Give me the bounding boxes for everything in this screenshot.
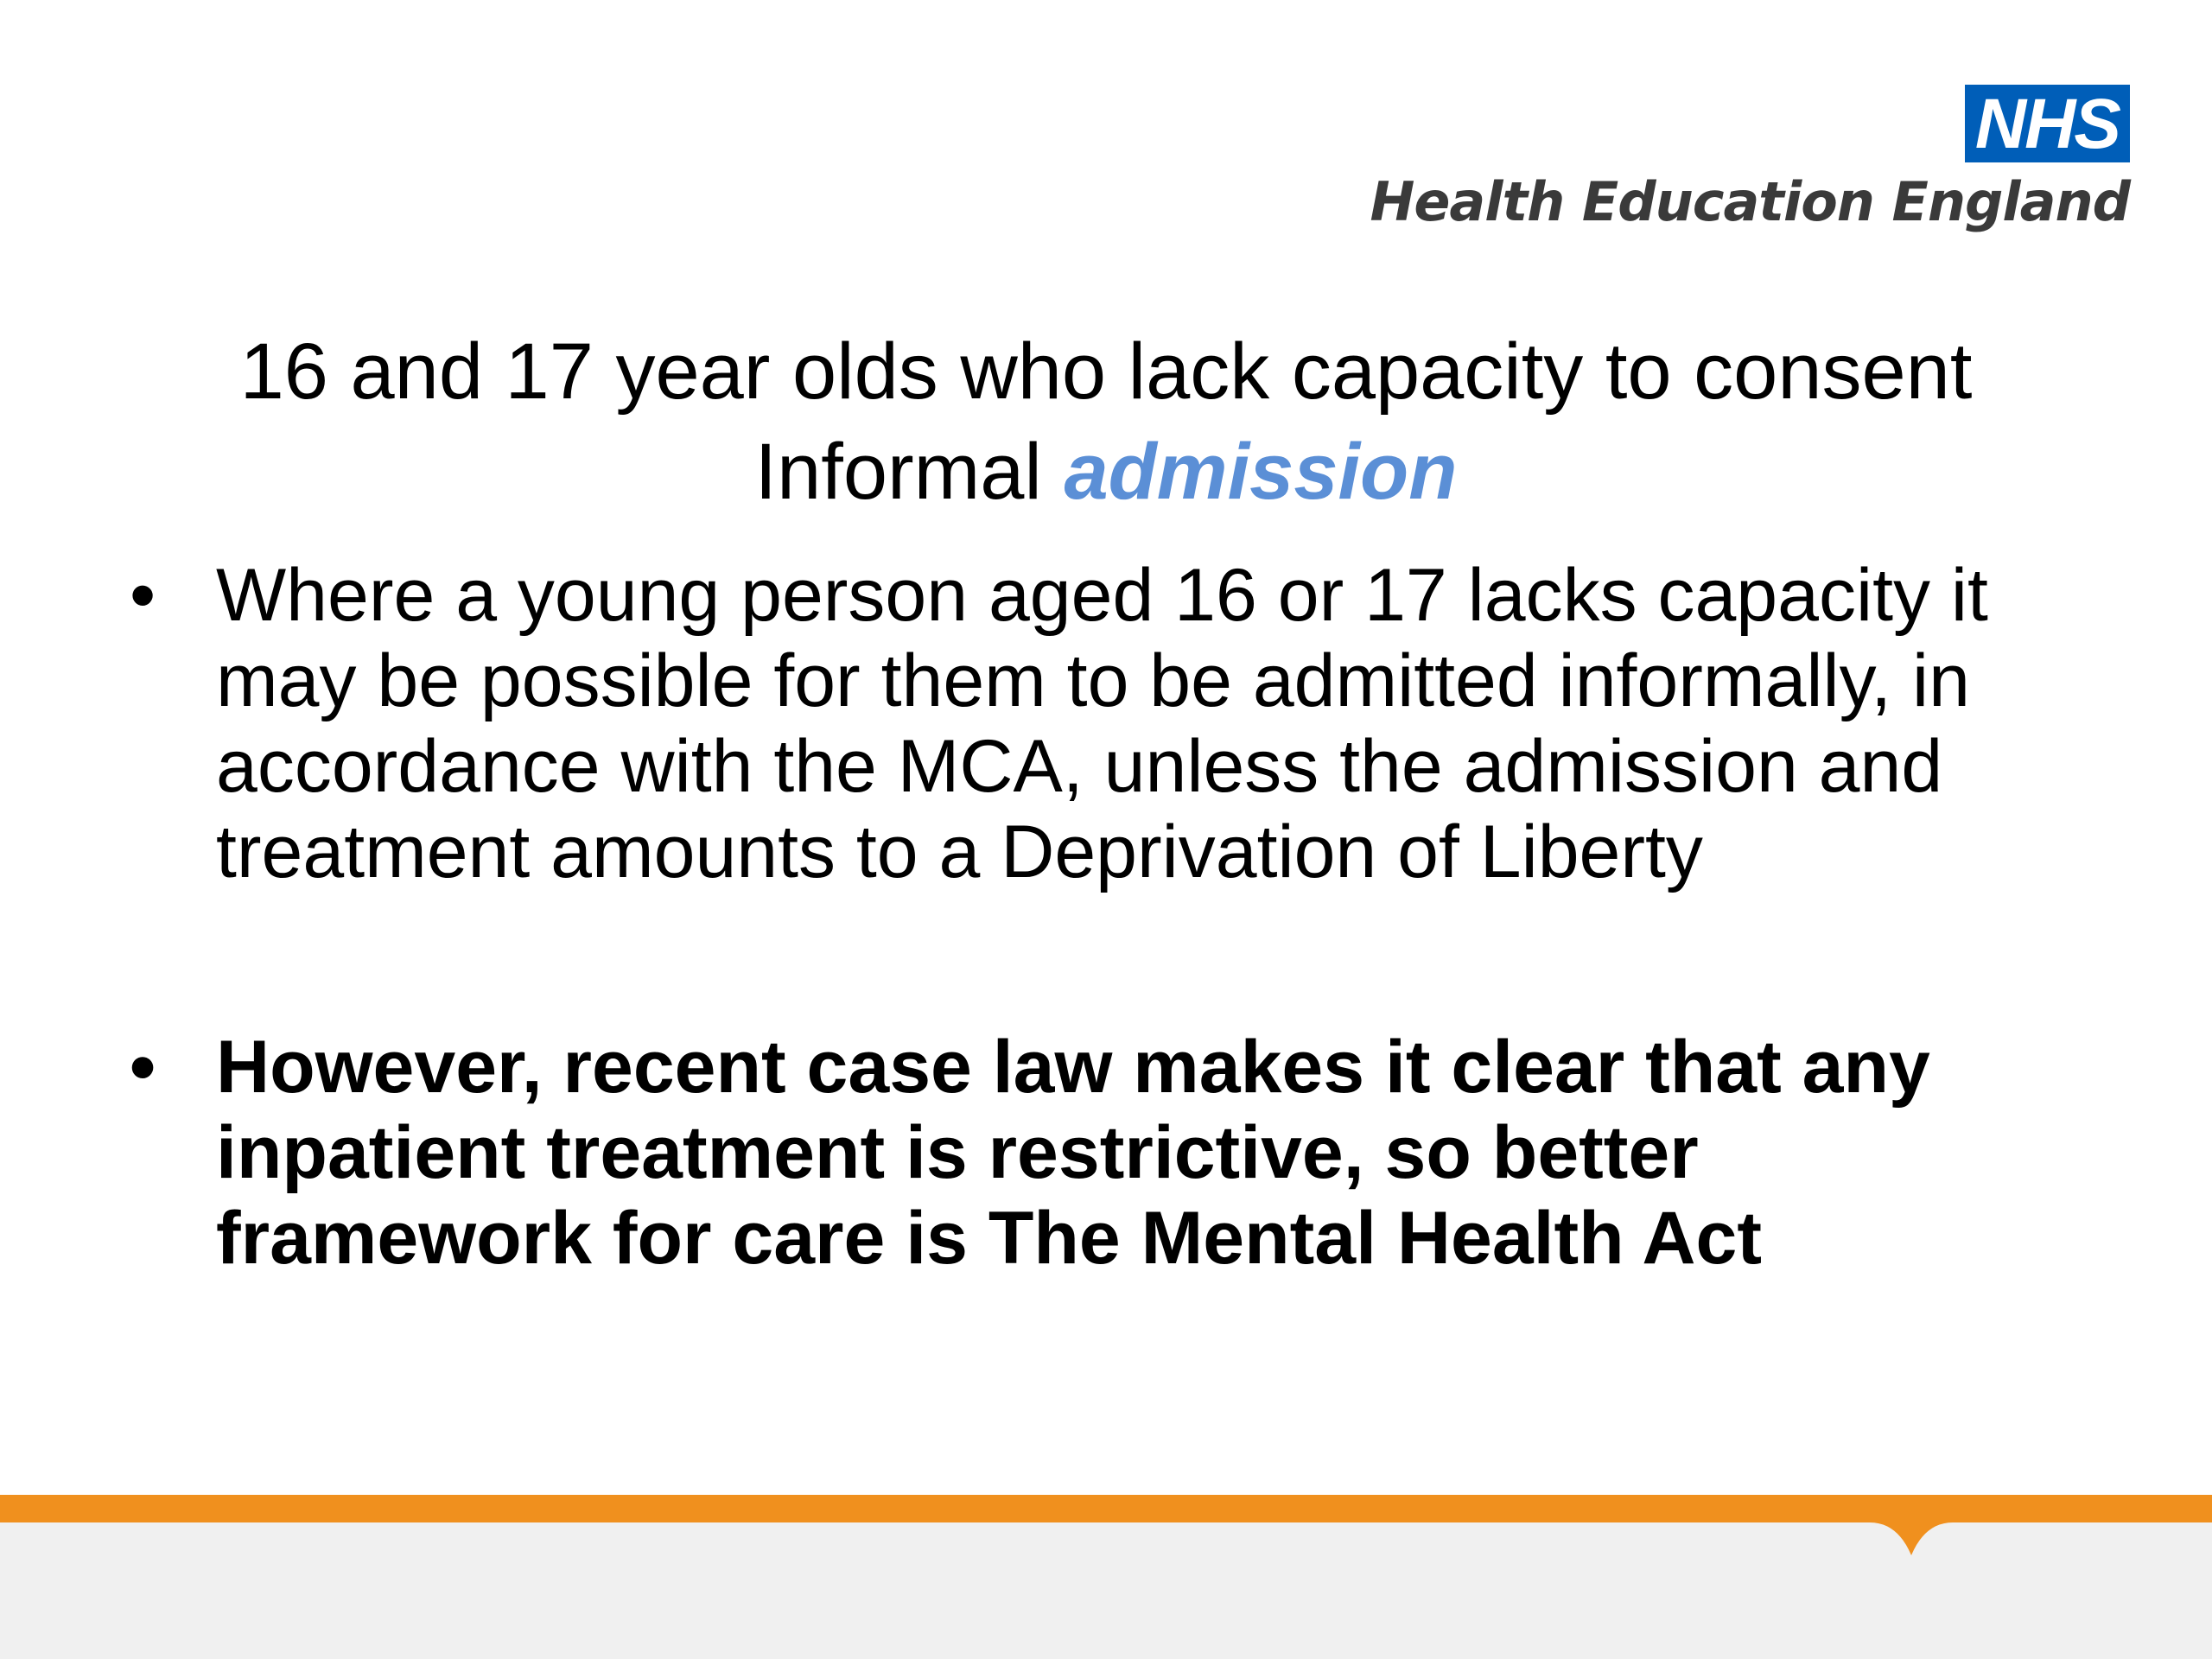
nhs-logo: NHS [1965,85,2130,162]
bullet-marker: • [130,1026,156,1109]
title-plain-word: Informal [754,428,1042,516]
title-accent-word: admission [1064,428,1458,516]
bullet-marker: • [130,554,156,637]
bullet-text: Where a young person aged 16 or 17 lacks capacity it may be possible for them to be admitted informally, in accordance with the MCA, unless the admission and treatment amounts to a Deprivation of Liberty [216,554,1988,893]
footer-orange-stripe [0,1495,2212,1555]
org-name: Health Education England [1370,170,2130,233]
bullet-text: However, recent case law makes it clear that any inpatient treatment is restrictive, so better framework for care is The Mental Health Act [216,1026,1930,1280]
title-line-1: 16 and 17 year olds who lack capacity to consent [239,327,1973,416]
